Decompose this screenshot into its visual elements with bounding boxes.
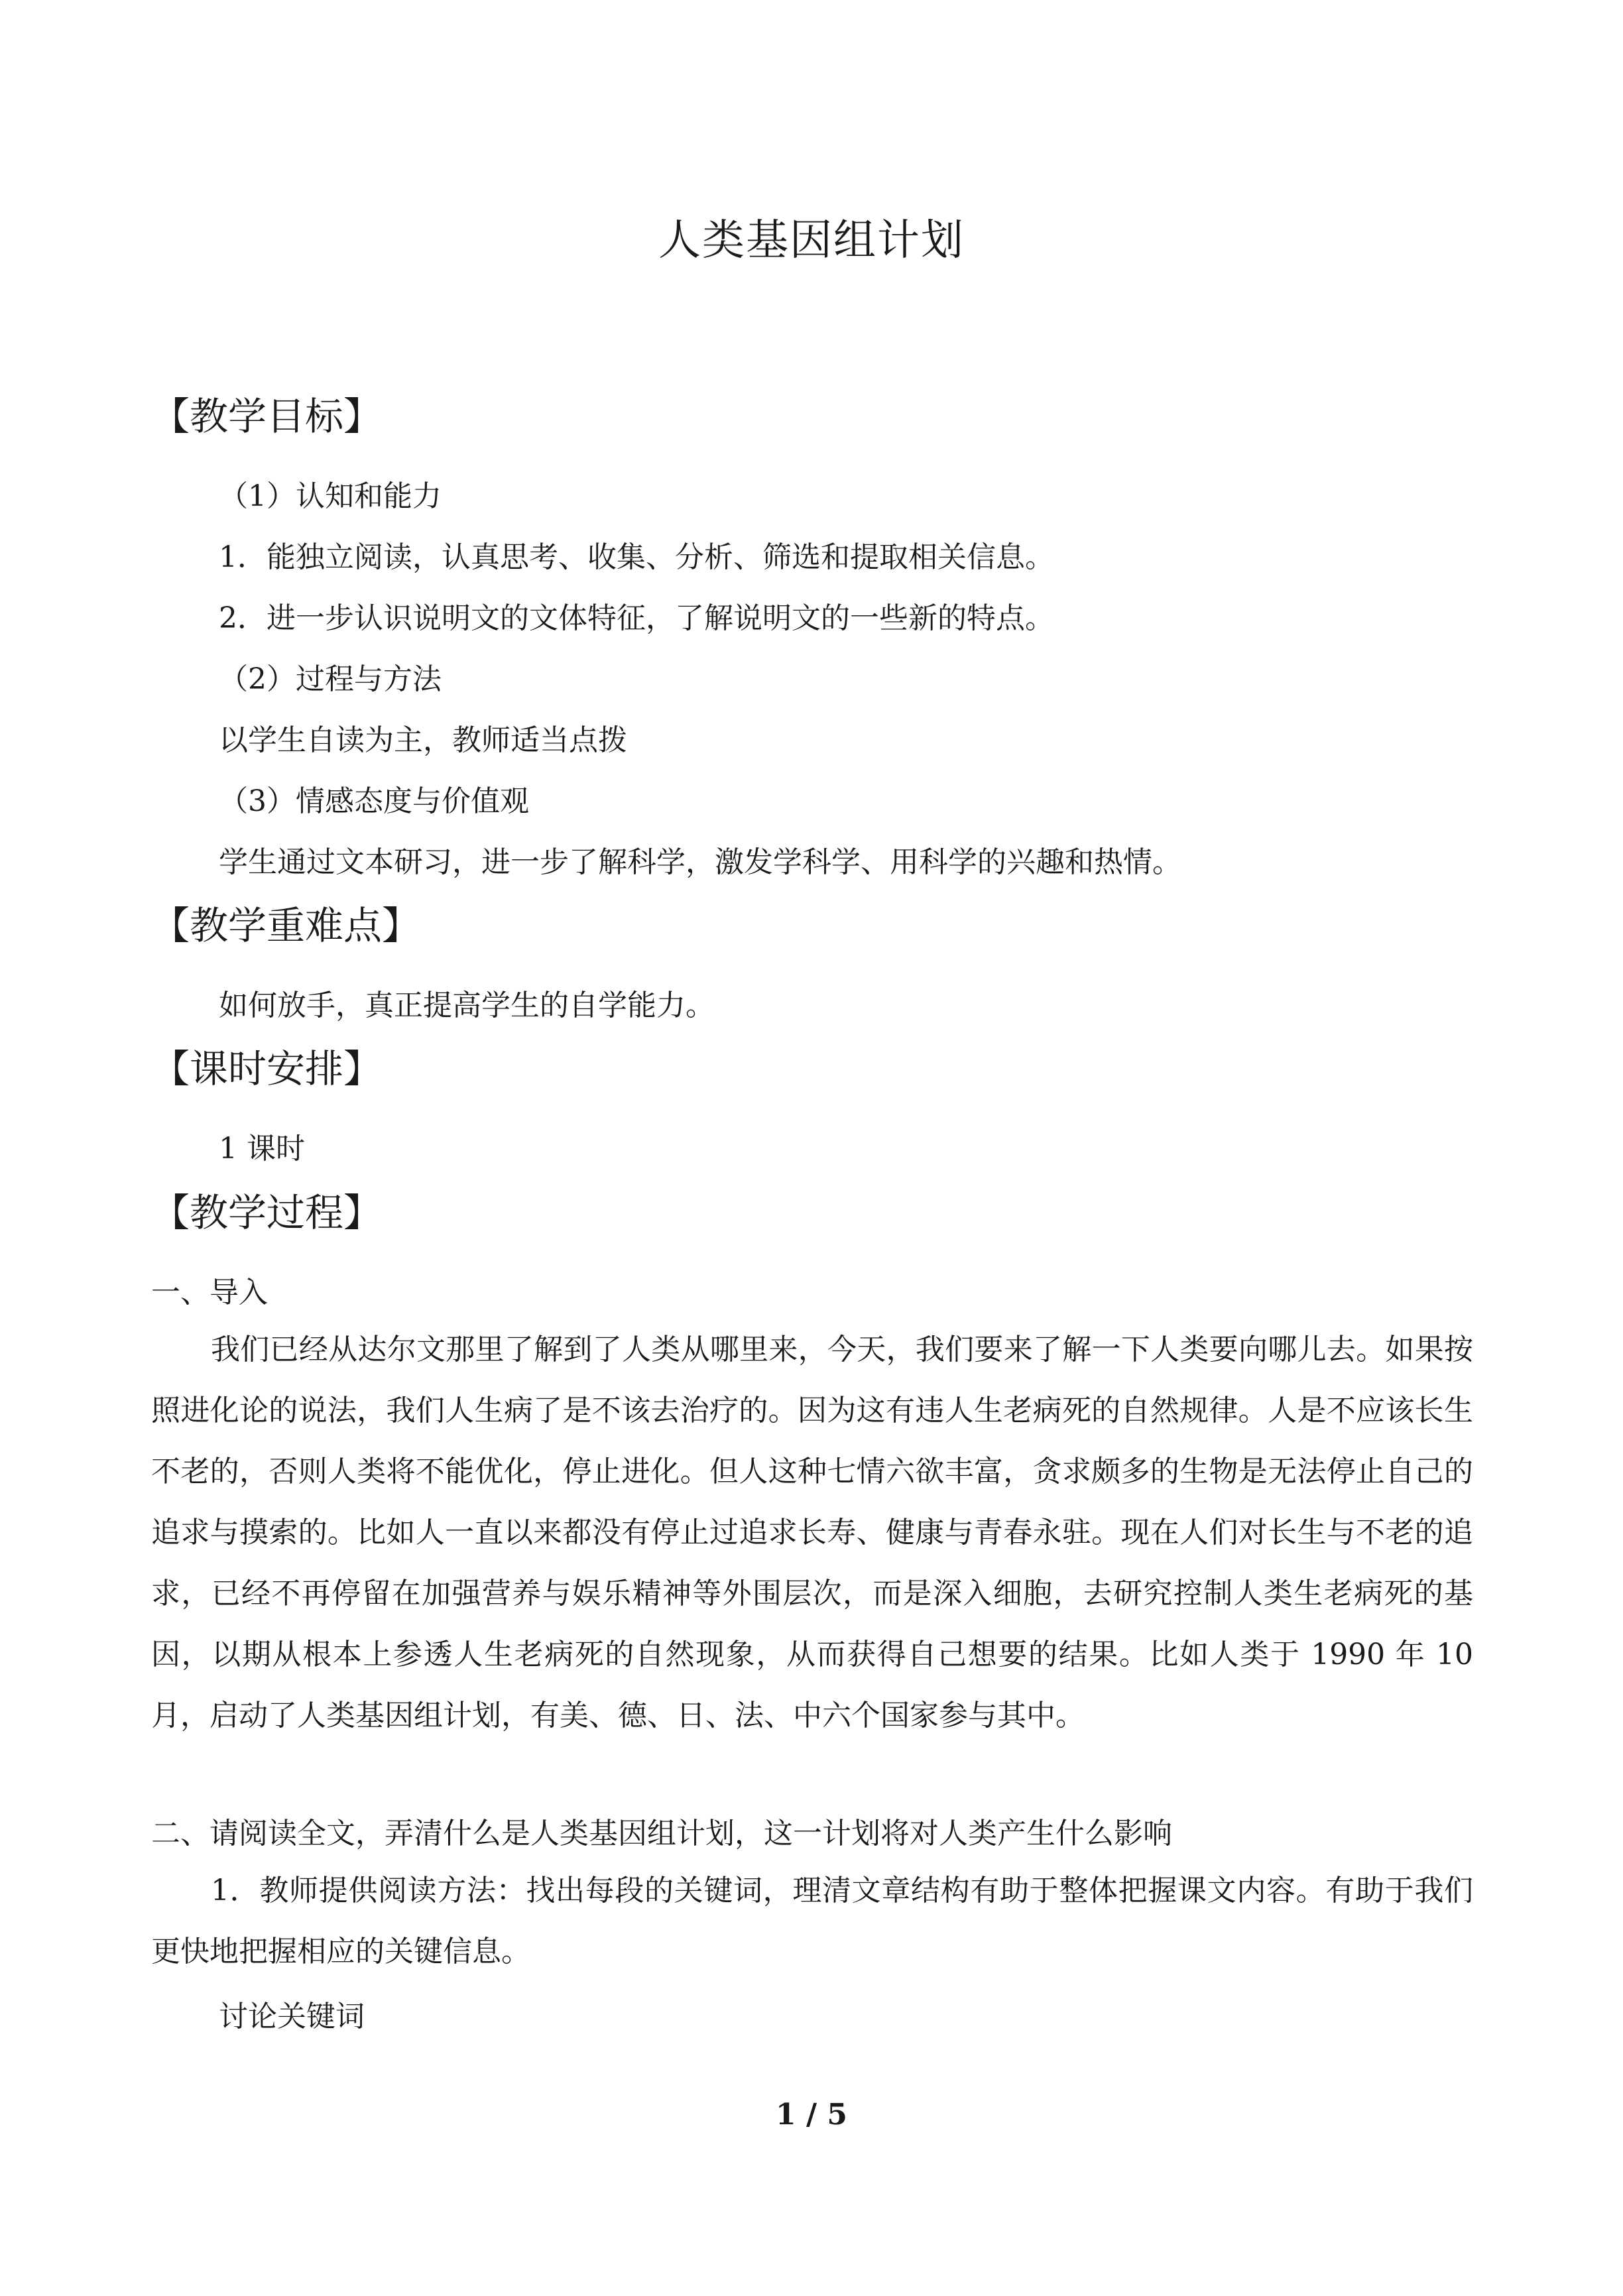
heading-schedule: 【课时安排】: [151, 1046, 383, 1091]
goal-item-1: 1．能独立阅读，认真思考、收集、分析、筛选和提取相关信息。: [219, 540, 1054, 574]
discuss-keywords: 讨论关键词: [219, 2000, 365, 2033]
schedule-text: 1 课时: [219, 1132, 305, 1166]
step-1-title: 一、导入: [151, 1276, 268, 1309]
heading-key-points: 【教学重难点】: [151, 903, 421, 948]
page-title: 人类基因组计划: [658, 216, 965, 265]
page-number: 1 / 5: [776, 2098, 847, 2132]
goal-item-2: 2．进一步认识说明文的文体特征，了解说明文的一些新的特点。: [219, 601, 1054, 635]
goal-sub-cognition: （1）认知和能力: [219, 479, 442, 513]
step-2-title: 二、请阅读全文，弄清什么是人类基因组计划，这一计划将对人类产生什么影响: [151, 1817, 1172, 1850]
goal-attitude-text: 学生通过文本研习，进一步了解科学，激发学科学、用科学的兴趣和热情。: [219, 845, 1181, 879]
key-points-text: 如何放手，真正提高学生的自学能力。: [219, 989, 715, 1022]
goal-sub-attitude: （3）情感态度与价值观: [219, 784, 529, 818]
intro-paragraph: 我们已经从达尔文那里了解到了人类从哪里来，今天，我们要来了解一下人类要向哪儿去。如果按照进化论的说法，我们人生病了是不该去治疗的。因为这有违人生老病死的自然规律。人是不应该长生不老的，否则人类将不能优化，停止进化。但人这种七情六欲丰富，贪求颇多的生物是无法停止自己的追求与摸索的。比如人一直以来都没有停止过追求长寿、健康与青春永驻。现在人们对长生与不老的追求，已经不再停留在加强营养与娱乐精神等外围层次，而是深入细胞，去研究控制人类生老病死的基因，以期从根本上参透人生老病死的自然现象，从而获得自己想要的结果。比如人类于 1990 年 10 月，启动了人类基因组计划，有美、德、日、法、中六个国家参与其中。: [151, 1333, 1473, 1732]
goal-method-text: 以学生自读为主，教师适当点拨: [219, 723, 627, 757]
heading-teaching-process: 【教学过程】: [151, 1190, 383, 1235]
reading-method-paragraph: 1．教师提供阅读方法：找出每段的关键词，理清文章结构有助于整体把握课文内容。有助于我们更快地把握相应的关键信息。: [151, 1874, 1473, 1968]
goal-sub-process: （2）过程与方法: [219, 662, 442, 696]
heading-teaching-goals: 【教学目标】: [151, 394, 383, 439]
